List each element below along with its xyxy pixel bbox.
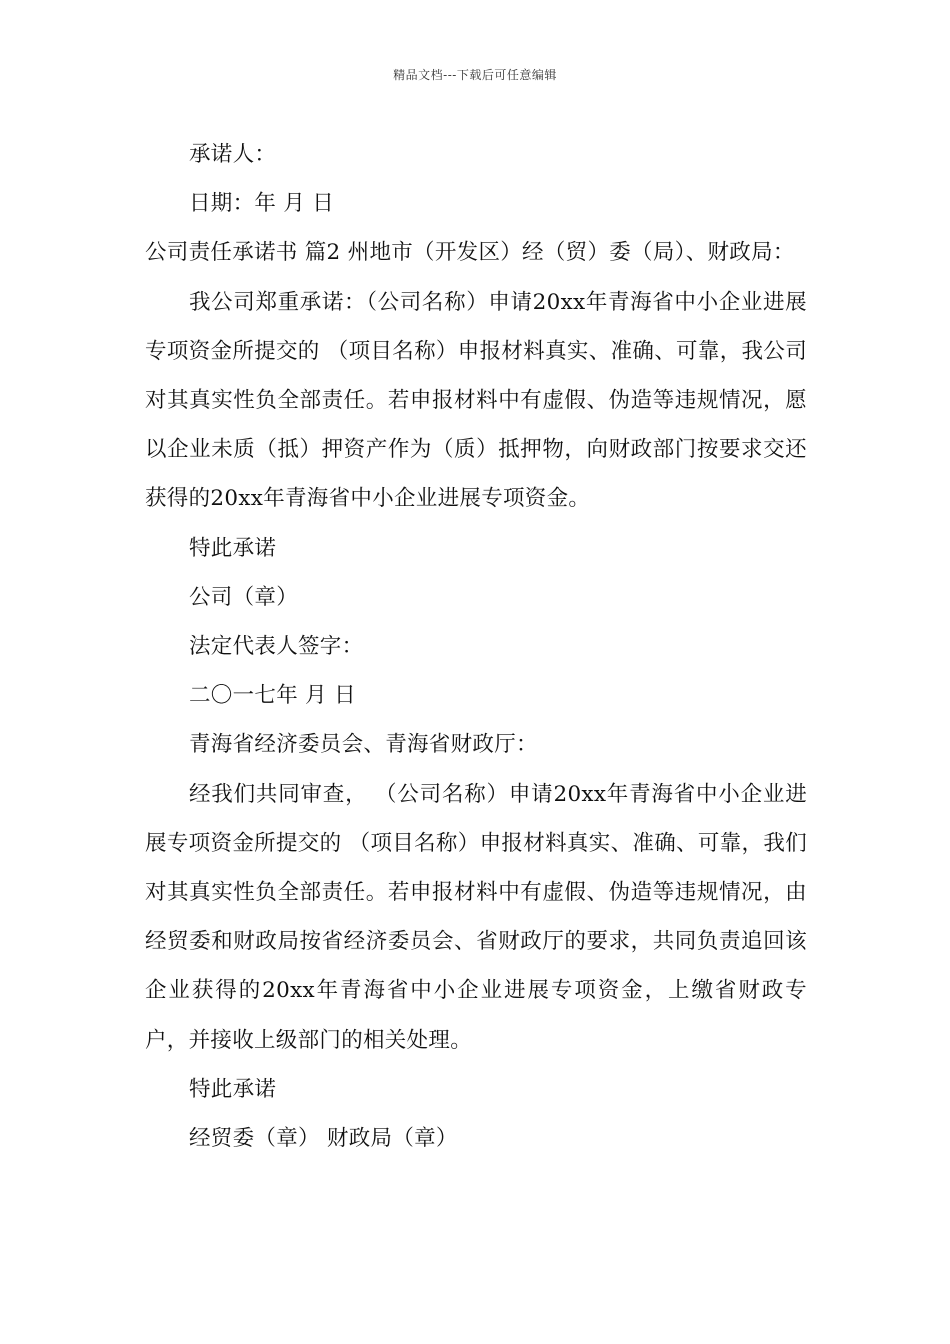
company-seal-line: 公司（章） [189, 584, 299, 610]
legal-rep-signature-line: 法定代表人签字： [189, 634, 364, 660]
promisor-line: 承诺人： [189, 142, 277, 167]
addressee-line: 青海省经济委员会、青海省财政厅： [189, 732, 538, 758]
date-line: 日期：年 月 日 [189, 191, 335, 217]
document-body [145, 130, 807, 1163]
hereby-commit-line-2: 特此承诺 [189, 1076, 277, 1102]
header-note: 精品文档---下载后可任意编辑 [393, 68, 557, 82]
year-date-line: 二〇一七年 月 日 [189, 683, 356, 709]
review-commitment-paragraph: 经我们共同审查， （公司名称）申请20xx年青海省中小企业进展专项资金所提交的 （项目名称）申报材料真实、准确、可靠，我们对其真实性负全部责任。若申报材料中有虚假、伪造等违规情况，由 经贸委和财政局按省经济委员会、省财政厅的要求，共同负责追回该企业获得的20xx年青海省中小企业进展专项资金，上缴省财政专户，并接收上级部门的相关处理。 [145, 781, 807, 1053]
section-title-paragraph: 公司责任承诺书 篇2 州地市（开发区）经（贸）委（局）、财政局： [145, 240, 795, 266]
hereby-commit-line: 特此承诺 [189, 535, 277, 561]
seals-line: 经贸委（章） 财政局（章） [189, 1126, 458, 1152]
company-commitment-paragraph: 我公司郑重承诺：（公司名称）申请20xx年青海省中小企业进展专项资金所提交的 （项目名称）申报材料真实、准确、可靠，我公司对其真实性负全部责任。若申报材料中有虚假、伪造等违规情况，愿以企业未质（抵）押资产作为（质）抵押物，向财政部门按要求交还获得的20xx年青海省中小企业进展专项资金。 [145, 289, 807, 512]
